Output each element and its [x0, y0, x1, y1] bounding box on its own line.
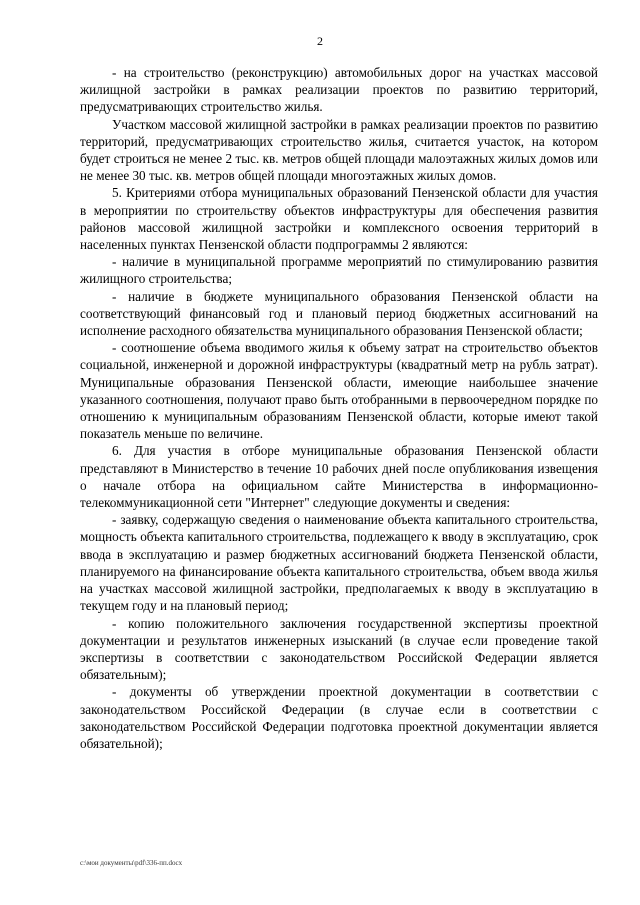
- paragraph-criterion-program: - наличие в муниципальной программе мероприятий по стимулированию развития жилищного строительства;: [80, 254, 598, 287]
- document-body: [80, 64, 598, 752]
- page-number: 2: [317, 34, 323, 48]
- paragraph-expertise-copy: - копию положительного заключения государственной экспертизы проектной документации и результатов инженерных изысканий (в случае если проведение такой экспертизы в соответствии с законодательством Российской Федерации является обязательным);: [80, 615, 598, 683]
- paragraph-approval-documents: - документы об утверждении проектной документации в соответствии с законодательством Российской Федерации (в случае если в соответствии с законодательством Российской Федерации подготовка проектной документации является обязательной);: [80, 684, 598, 751]
- paragraph-mass-housing-definition: Участком массовой жилищной застройки в рамках реализации проектов по развитию территорий, предусматривающих строительство жилья, считается участок, на котором будет строиться не менее 2 тыс. кв. метров общей площади малоэтажных жилых домов или не менее 30 тыс. кв. метров общей площади многоэтажных жилых домов.: [80, 116, 598, 184]
- paragraph-selection-criteria: 5. Критериями отбора муниципальных образований Пензенской области для участия в мероприятии по строительству объектов инфраструктуры для обеспечения развития районов массовой жилищной застройки и комплексного освоения территорий в населенных пунктах Пензенской области подпрограммы 2 являются:: [80, 185, 598, 253]
- paragraph-road-construction: - на строительство (реконструкцию) автомобильных дорог на участках массовой жилищной застройки в рамках реализации проектов по развитию территорий, предусматривающих строительство жилья.: [80, 65, 598, 115]
- paragraph-participation-documents: 6. Для участия в отборе муниципальные образования Пензенской области представляют в Министерство в течение 10 рабочих дней после опубликования извещения о начале отбора на официальном сайте Министерства в информационно-телекоммуникационной сети "Интернет" следующие документы и сведения:: [80, 443, 598, 511]
- footer-file-path: c:\мои документы\pdf\336-пп.docx: [80, 859, 183, 867]
- paragraph-application: - заявку, содержащую сведения о наименование объекта капитального строительства, мощность объекта капитального строительства, подлежащего к вводу в эксплуатацию, срок ввода в эксплуатацию и размер бюджетных ассигнований бюджета Пензенской области, планируемого на финансирование объекта капитального строительства, объем ввода жилья на участках массовой жилищной застройки, предполагаемых к вводу в эксплуатацию в текущем году и на плановый период;: [80, 512, 598, 614]
- paragraph-criterion-budget: - наличие в бюджете муниципального образования Пензенской области на соответствующий финансовый год и плановый период бюджетных ассигнований на исполнение расходного обязательства муниципального образования Пензенской области;: [80, 288, 598, 339]
- paragraph-criterion-ratio: - соотношение объема вводимого жилья к объему затрат на строительство объектов социальной, инженерной и дорожной инфраструктуры (квадратный метр на рубль затрат). Муниципальные образования Пензенской области, имеющие наибольшее значение указанного соотношения, получают право быть отобранными в первоочередном порядке по отношению к муниципальным образованиям Пензенской области, которые имеют такой показатель меньше по величине.: [80, 340, 598, 442]
